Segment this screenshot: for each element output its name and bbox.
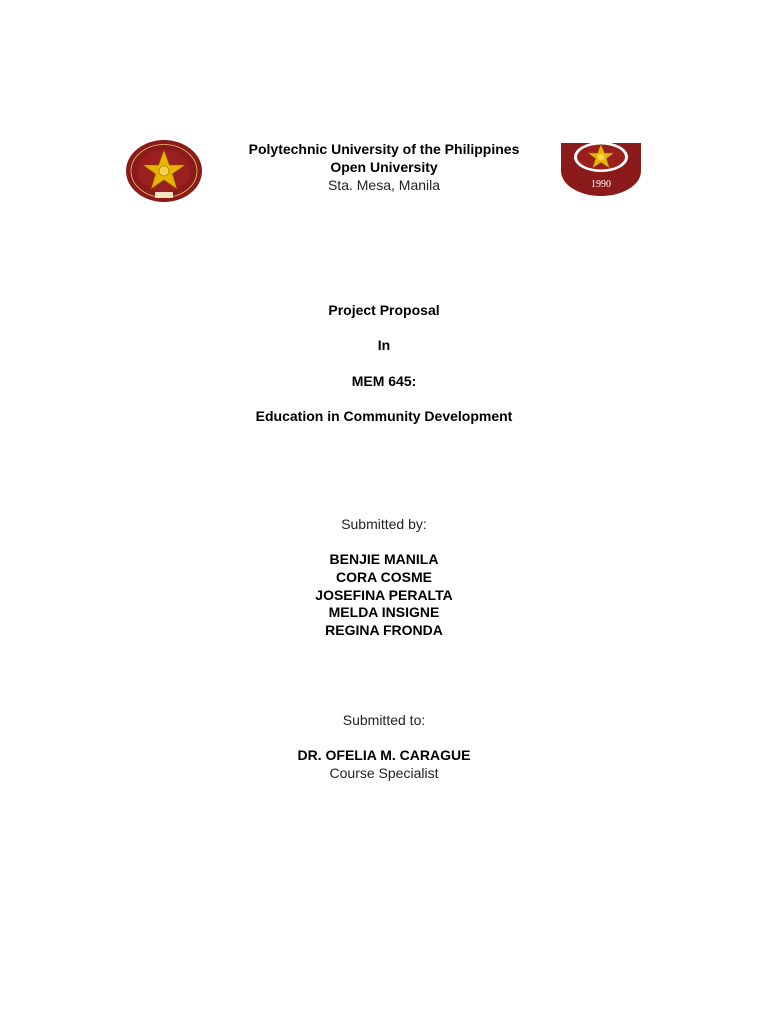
university-unit: Open University bbox=[330, 159, 438, 175]
recipient-role: Course Specialist bbox=[329, 765, 439, 781]
author-name: JOSEFINA PERALTA bbox=[315, 587, 453, 603]
course-title: Education in Community Development bbox=[255, 408, 513, 424]
author-name: CORA COSME bbox=[336, 569, 432, 585]
university-name: Polytechnic University of the Philippines bbox=[248, 141, 520, 157]
seal-year: 1990 bbox=[591, 179, 611, 190]
document-title: Project Proposal bbox=[328, 302, 440, 318]
author-name: MELDA INSIGNE bbox=[328, 604, 440, 620]
title-connector: In bbox=[377, 337, 391, 353]
recipient-name: DR. OFELIA M. CARAGUE bbox=[297, 747, 471, 763]
submitted-to-label: Submitted to: bbox=[342, 712, 426, 728]
author-name: REGINA FRONDA bbox=[325, 622, 443, 638]
author-name: BENJIE MANILA bbox=[329, 551, 439, 567]
university-location: Sta. Mesa, Manila bbox=[327, 177, 441, 193]
submitted-by-label: Submitted by: bbox=[341, 516, 427, 532]
course-code: MEM 645: bbox=[351, 373, 417, 389]
